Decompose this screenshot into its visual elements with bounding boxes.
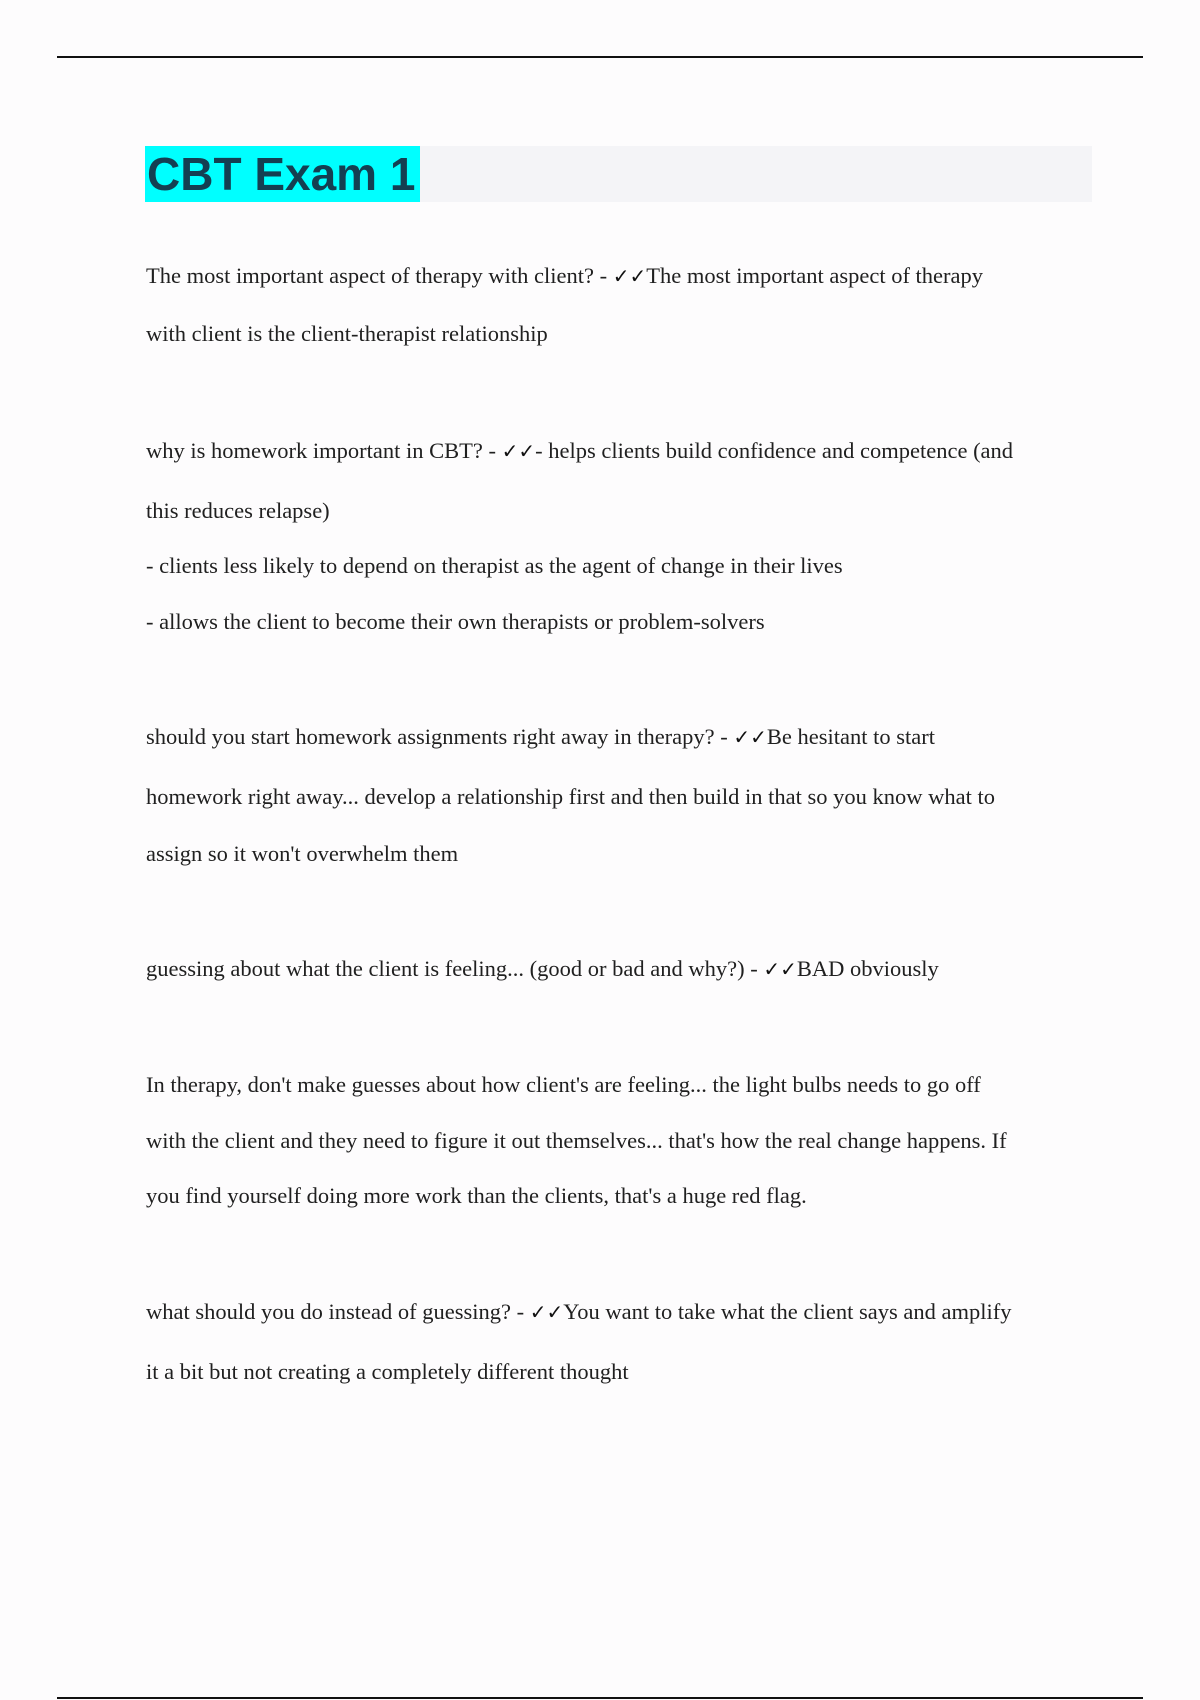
answer-line: you find yourself doing more work than the clients, that's a huge red flag. (146, 1183, 807, 1208)
check-icon: ✓✓ (763, 957, 797, 981)
answer-text: The most important aspect of therapy (646, 263, 984, 288)
answer-line: this reduces relapse) (146, 498, 330, 523)
answer-line: it a bit but not creating a completely different thought (146, 1359, 629, 1384)
answer-text: You want to take what the client says and amplify (563, 1299, 1012, 1324)
answer-line: with the client and they need to figure it out themselves... that's how the real change happens. If (146, 1128, 1007, 1153)
qa-question-line (146, 723, 935, 751)
answer-line: - clients less likely to depend on therapist as the agent of change in their lives (146, 553, 843, 578)
question-text: what should you do instead of guessing? - (146, 1299, 530, 1324)
answer-line: In therapy, don't make guesses about how client's are feeling... the light bulbs needs to go off (146, 1072, 981, 1097)
qa-question-line (146, 262, 983, 290)
answer-line: assign so it won't overwhelm them (146, 841, 459, 866)
question-text: why is homework important in CBT? - (146, 438, 502, 463)
check-icon: ✓✓ (733, 725, 767, 749)
qa-question-line (146, 437, 1013, 465)
check-icon: ✓✓ (501, 439, 536, 463)
answer-text: Be hesitant to start (766, 724, 935, 749)
answer-text: BAD obviously (796, 956, 939, 981)
qa-question-line (146, 1298, 1011, 1326)
check-icon: ✓✓ (529, 1300, 564, 1324)
question-text: guessing about what the client is feeling... (good or bad and why?) - (146, 956, 764, 981)
qa-question-line (146, 955, 939, 983)
answer-line: homework right away... develop a relationship first and then build in that so you know what to (146, 784, 996, 809)
title-bar (145, 146, 1092, 202)
top-rule (57, 56, 1143, 58)
check-icon: ✓✓ (612, 264, 647, 288)
answer-line: - allows the client to become their own therapists or problem-solvers (146, 609, 765, 634)
bottom-rule (57, 1697, 1143, 1699)
question-text: The most important aspect of therapy with client? - (146, 263, 613, 288)
question-text: should you start homework assignments right away in therapy? - (146, 724, 734, 749)
page-title: CBT Exam 1 (145, 146, 420, 202)
answer-line: with client is the client-therapist relationship (146, 321, 548, 346)
answer-text: - helps clients build confidence and competence (and (535, 438, 1014, 463)
